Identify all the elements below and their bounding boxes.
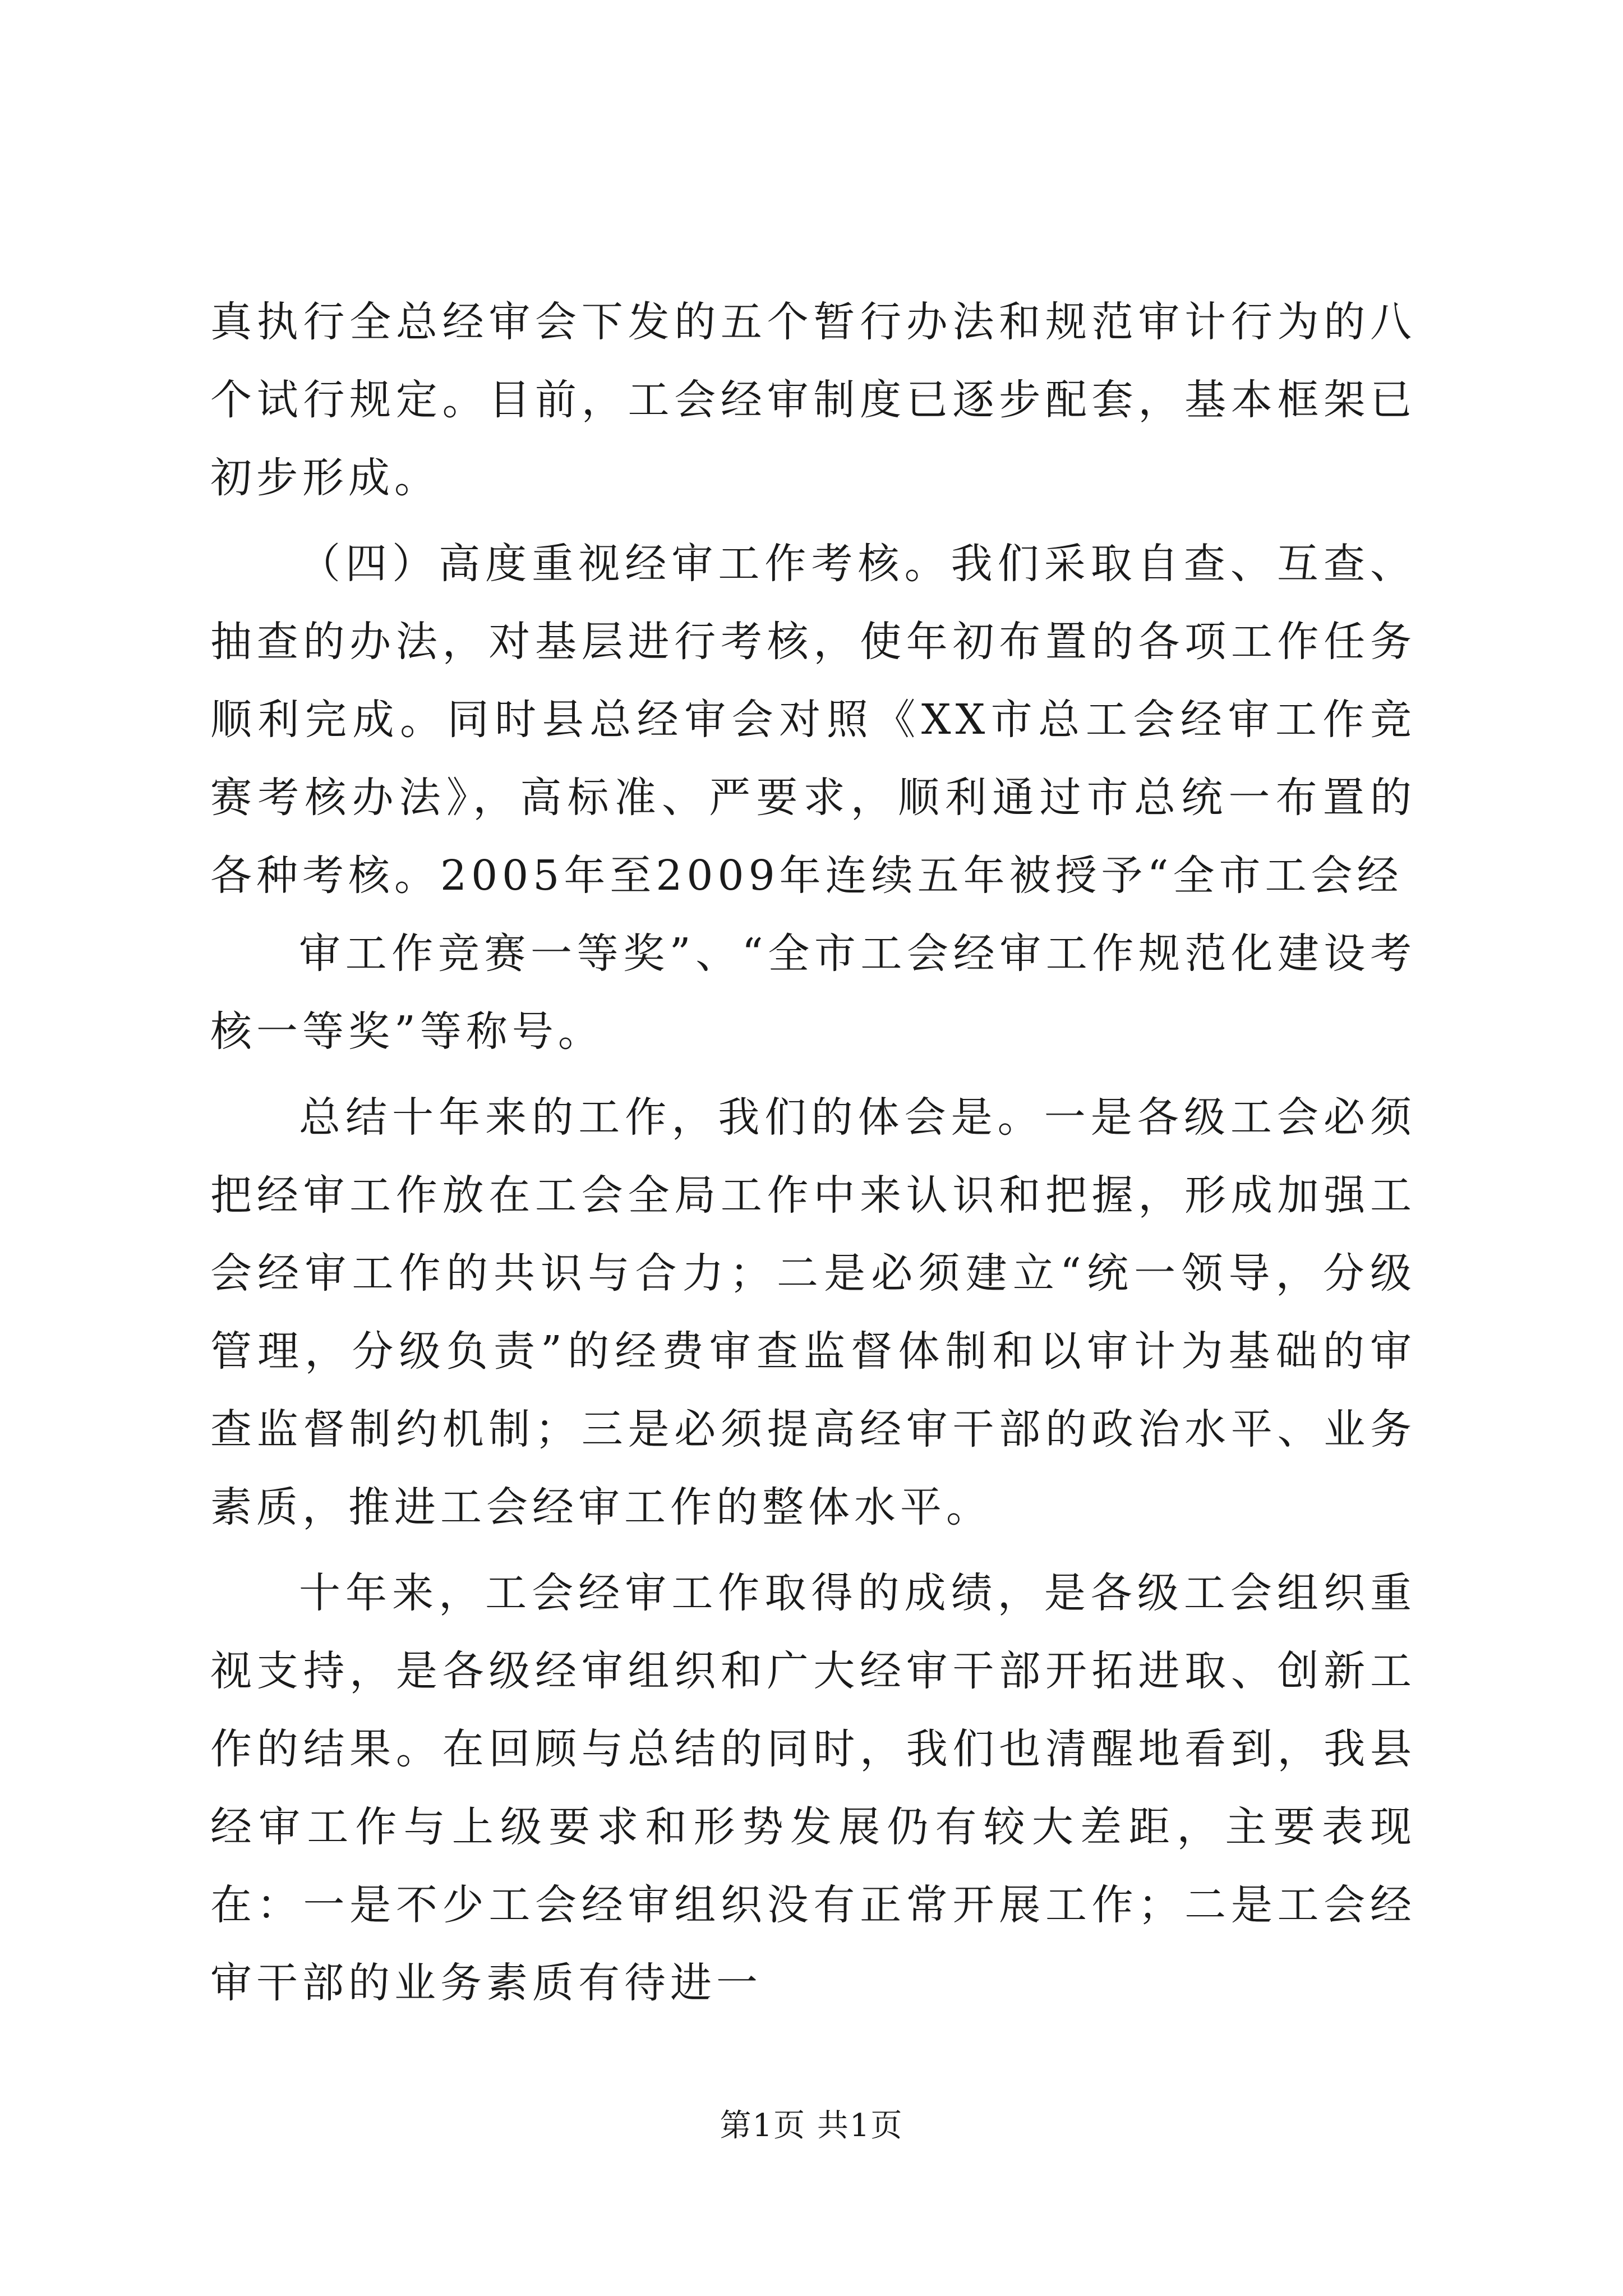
paragraph-experience: 总结十年来的工作，我们的体会是。一是各级工会必须把经审工作放在工会全局工作中来认识和把握，形成加强工会经审工作的共识与合力；二是必须建立“统一领导，分级管理，分级负责”的经费审查监督体制和以审计为基础的审查监督制约机制；三是必须提高经审干部的政治水平、业务素质，推进工会经审工作的整体水平。 bbox=[210, 1093, 1416, 1531]
paragraph-achievements: 十年来，工会经审工作取得的成绩，是各级工会组织重视支持，是各级经审组织和广大经审干部开拓进取、创新工作的结果。在回顾与总结的同时，我们也清醒地看到，我县经审工作与上级要求和形势发展仍有较大差距，主要表现在：一是不少工会经审组织没有正常开展工作；二是工会经审干部的业务素质有待进一 bbox=[210, 1569, 1416, 2007]
paragraph-assessment: （四）高度重视经审工作考核。我们采取自查、互查、抽查的办法，对基层进行考核，使年初布置的各项工作任务顺利完成。同时县总经审会对照《XX市总工会经审工作竞赛考核办法》，高标准、严要求，顺利通过市总统一布置的各种考核。2005年至2009年连续五年被授予“全市工会经 bbox=[210, 540, 1416, 900]
paragraph-regulations: 真执行全总经审会下发的五个暂行办法和规范审计行为的八个试行规定。目前，工会经审制度已逐步配套，基本框架已初步形成。 bbox=[210, 298, 1416, 502]
page-footer: 第1页 共1页 bbox=[720, 2108, 903, 2144]
paragraph-awards: 审工作竞赛一等奖”、“全市工会经审工作规范化建设考核一等奖”等称号。 bbox=[210, 930, 1416, 1056]
document-body bbox=[210, 283, 1416, 2022]
